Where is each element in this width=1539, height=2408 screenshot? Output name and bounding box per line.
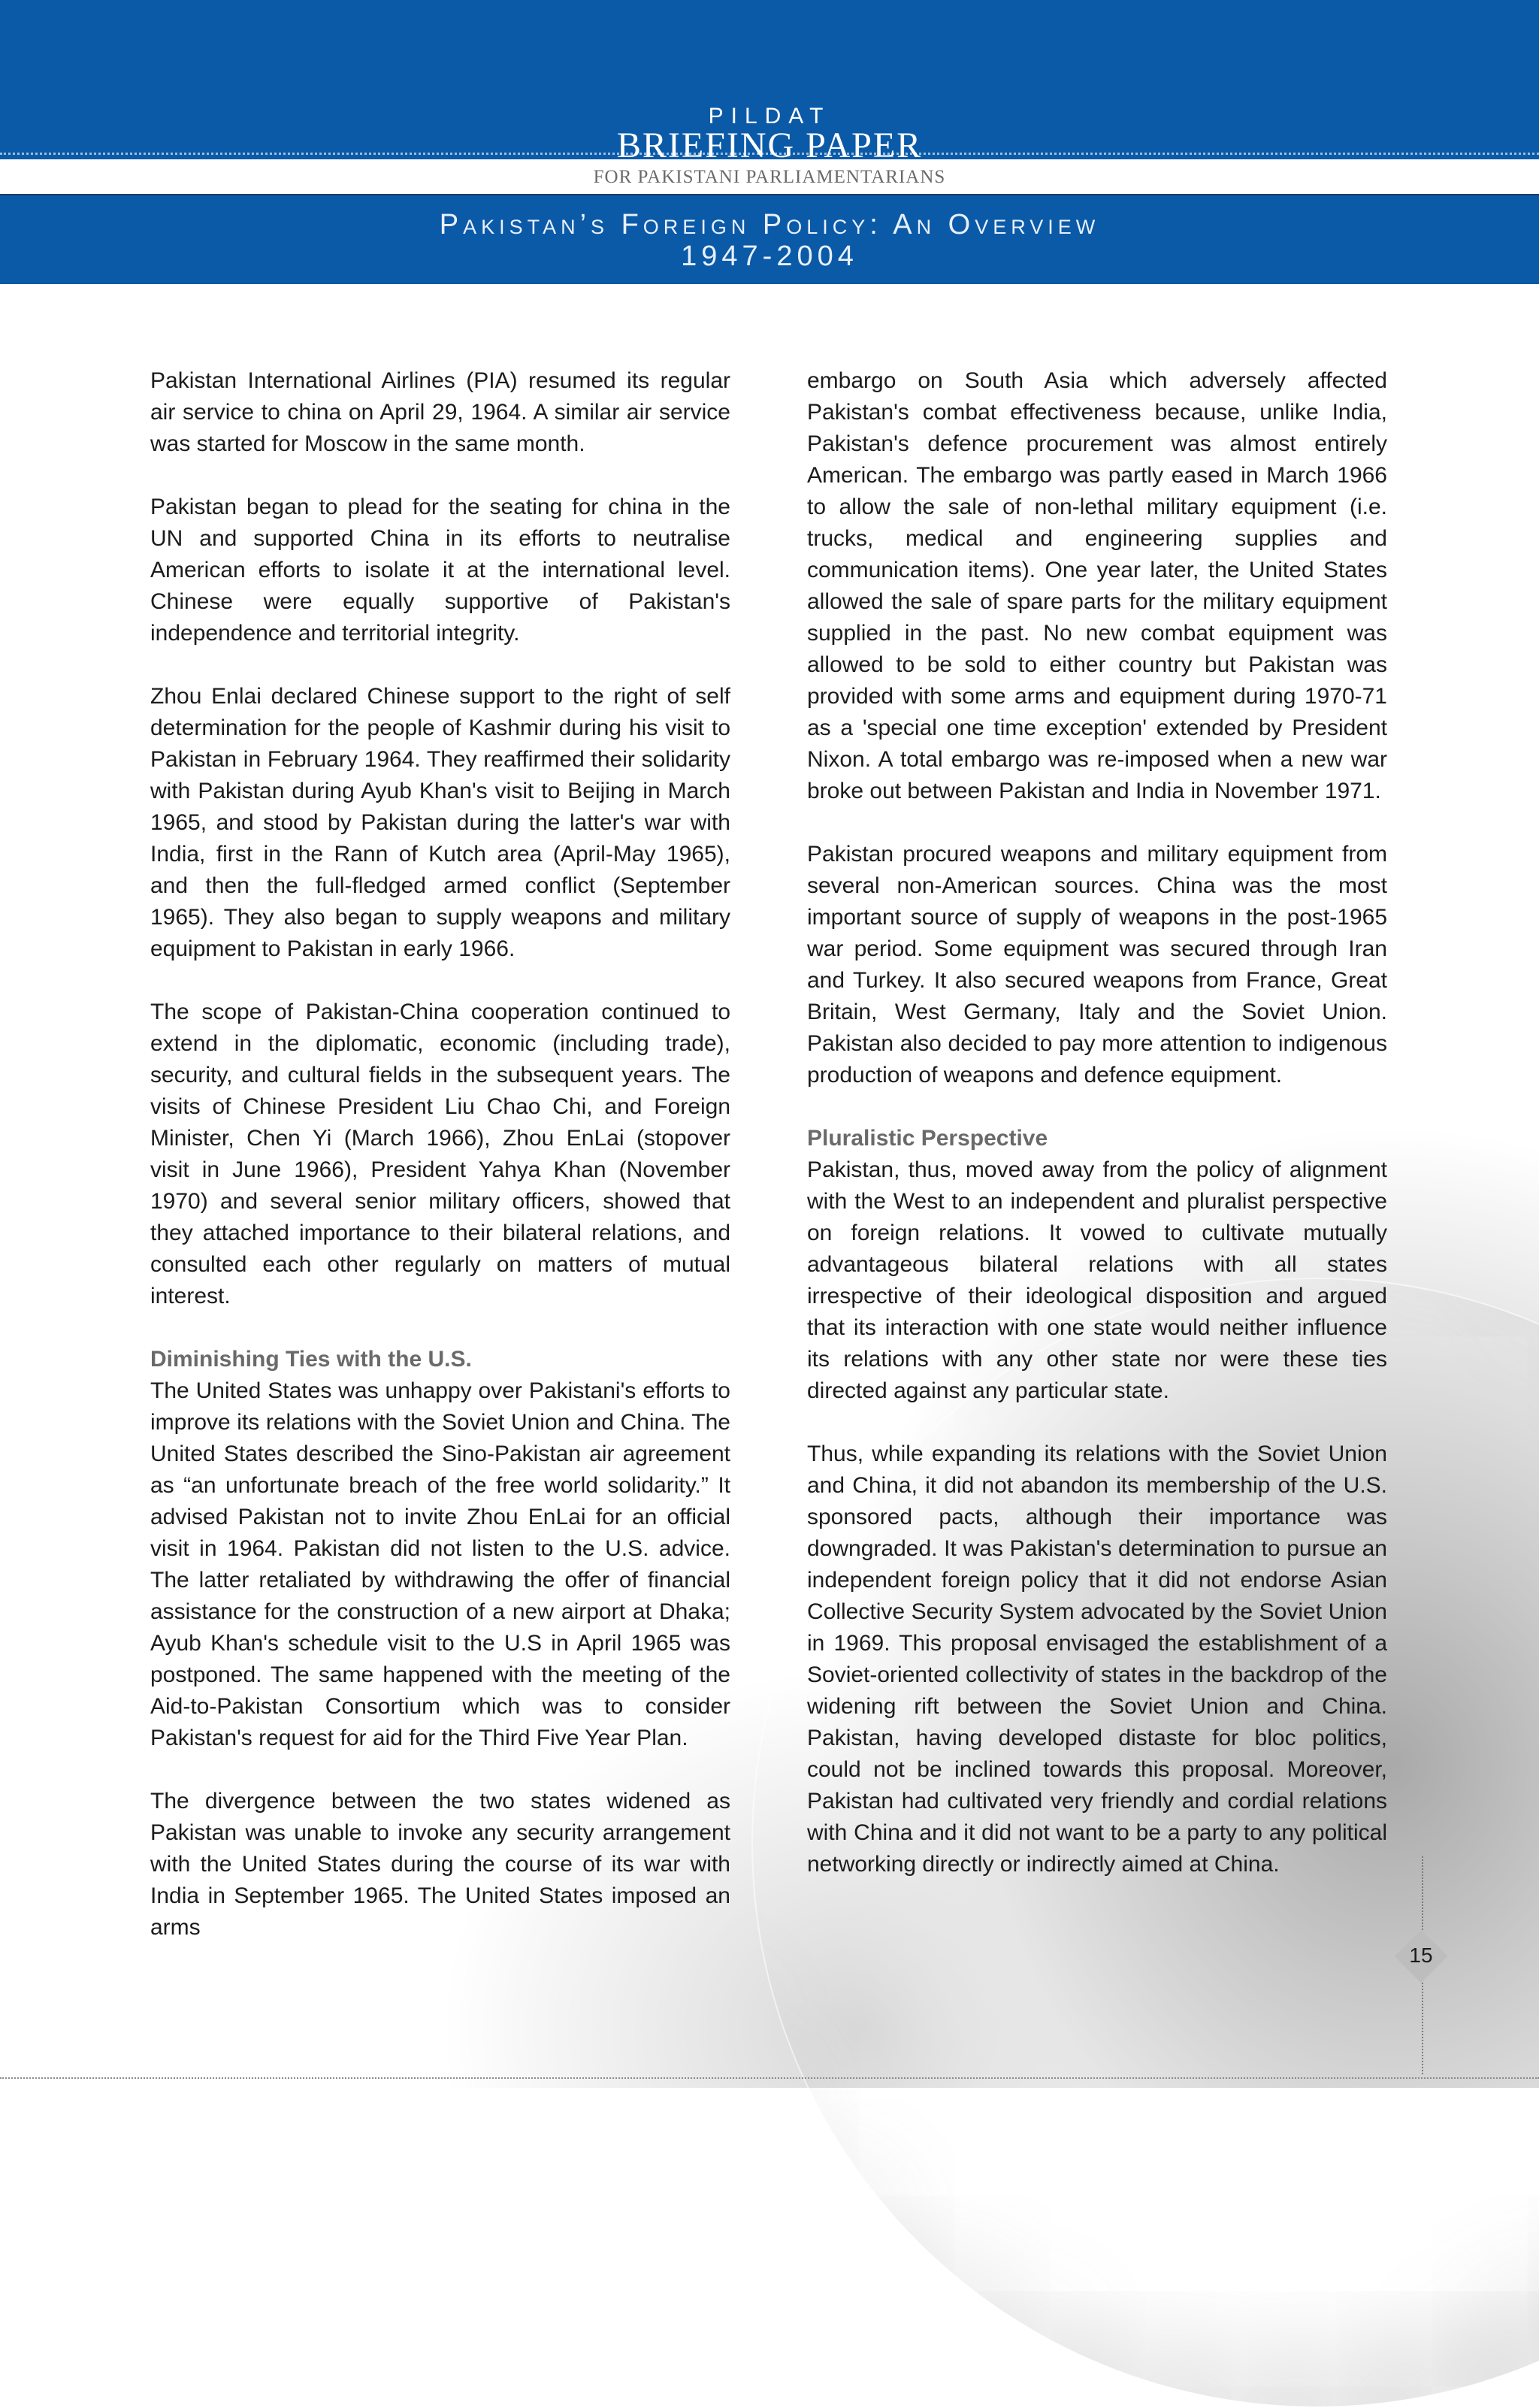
paragraph: The United States was unhappy over Pakistani's efforts to improve its relations with the Soviet Union and China. The United States described the Sino-Pakistan air agreement as “an unfortunate breach of the free world solidarity.” It advised Pakistan not to invite Zhou EnLai for an official visit in 1964. Pakistan did not listen to the U.S. advice. The latter retaliated by withdrawing the offer of financial assistance for the construction of a new airport at Dhaka; Ayub Khan's schedule visit to the U.S in April 1965 was postponed. The same happened with the meeting of the Aid-to-Pakistan Consortium which was to consider Pakistan's request for aid for the Third Five Year Plan. [150, 1378, 730, 1750]
audience-line: FOR PAKISTANI PARLIAMENTARIANS [593, 167, 946, 187]
section-heading: Diminishing Ties with the U.S. [150, 1347, 472, 1372]
page-number: 15 [1409, 1944, 1433, 1967]
paragraph: Zhou Enlai declared Chinese support to the right of self determination for the people of Kashmir during his visit to Pakistan in February 1964. They reaffirmed their solidarity with Pakistan during Ayub Khan's visit to Beijing in March 1965, and stood by Pakistan during the latter's war with India, first in the Rann of Kutch area (April-May 1965), and then the full-fledged armed conflict (September 1965). They also began to supply weapons and military equipment to Pakistan in early 1966. [150, 684, 730, 961]
paragraph: Pakistan, thus, moved away from the policy of alignment with the West to an independent and pluralist perspective on foreign relations. It vowed to cultivate mutually advantageous bilateral relations with all states irrespective of their ideological disposition and argued that its interaction with one state would neither influence its relations with any other state nor were these ties directed against any particular state. [807, 1157, 1387, 1403]
paragraph: Pakistan procured weapons and military equipment from several non-American sources. China was the most important source of supply of weapons in the post-1965 war period. Some equipment was secured through Iran and Turkey. It also secured weapons from France, Great Britain, West Germany, Italy and the Soviet Union. Pakistan also decided to pay more attention to indigenous production of weapons and defence equipment. [807, 842, 1387, 1088]
bottom-dotted-rule [0, 2077, 1539, 2079]
paragraph: Thus, while expanding its relations with the Soviet Union and China, it did not abandon its membership of the U.S. sponsored pacts, although their importance was downgraded. It was Pakistan's determination to pursue an independent foreign policy that it did not endorse Asian Collective Security System advocated by the Soviet Union in 1969. This proposal envisaged the establishment of a Soviet-oriented collectivity of states in the backdrop of the widening rift between the Soviet Union and China. Pakistan, having developed distaste for bloc politics, could not be inclined towards this proposal. Moreover, Pakistan had cultivated very friendly and cordial relations with China and it did not want to be a party to any political networking directly or indirectly aimed at China. [807, 1441, 1387, 1877]
paragraph: Pakistan International Airlines (PIA) resumed its regular air service to china on April 29, 1964. A similar air service was started for Moscow in the same month. [150, 368, 730, 456]
right-column [807, 365, 1387, 1912]
org-name: PILDAT [708, 104, 831, 129]
section-heading: Pluralistic Perspective [807, 1126, 1048, 1151]
series-title: BRIEFING PAPER [616, 126, 923, 165]
paper-years: 1947-2004 [681, 240, 858, 272]
paper-title: Pakistan’s Foreign Policy: An Overview [439, 209, 1100, 240]
paragraph: Pakistan began to plead for the seating for china in the UN and supported China in its efforts to neutralise American efforts to isolate it at the international level. Chinese were equally supportive of Pakistan's independence and territorial integrity. [150, 495, 730, 646]
paragraph: The divergence between the two states widened as Pakistan was unable to invoke any security arrangement with the United States during the course of its war with India in September 1965. The United States imposed an arms [150, 1789, 730, 1940]
left-column [150, 365, 730, 1975]
paragraph: The scope of Pakistan-China cooperation continued to extend in the diplomatic, economic (including trade), security, and cultural fields in the subsequent years. The visits of Chinese President Liu Chao Chi, and Foreign Minister, Chen Yi (March 1966), Zhou EnLai (stopover visit in June 1966), President Yahya Khan (November 1970) and several senior military officers, showed that they attached importance to their bilateral relations, and consulted each other regularly on matters of mutual interest. [150, 1000, 730, 1308]
paragraph: embargo on South Asia which adversely affected Pakistan's combat effectiveness because, unlike India, Pakistan's defence procurement was almost entirely American. The embargo was partly eased in March 1966 to allow the sale of non-lethal military equipment (i.e. trucks, medical and engineering supplies and communication items). One year later, the United States allowed the sale of spare parts for the military equipment supplied in the past. No new combat equipment was allowed to be sold to either country but Pakistan was provided with some arms and equipment during 1970-71 as a 'special one time exception' extended by President Nixon. A total embargo was re-imposed when a new war broke out between Pakistan and India in November 1971. [807, 368, 1387, 803]
